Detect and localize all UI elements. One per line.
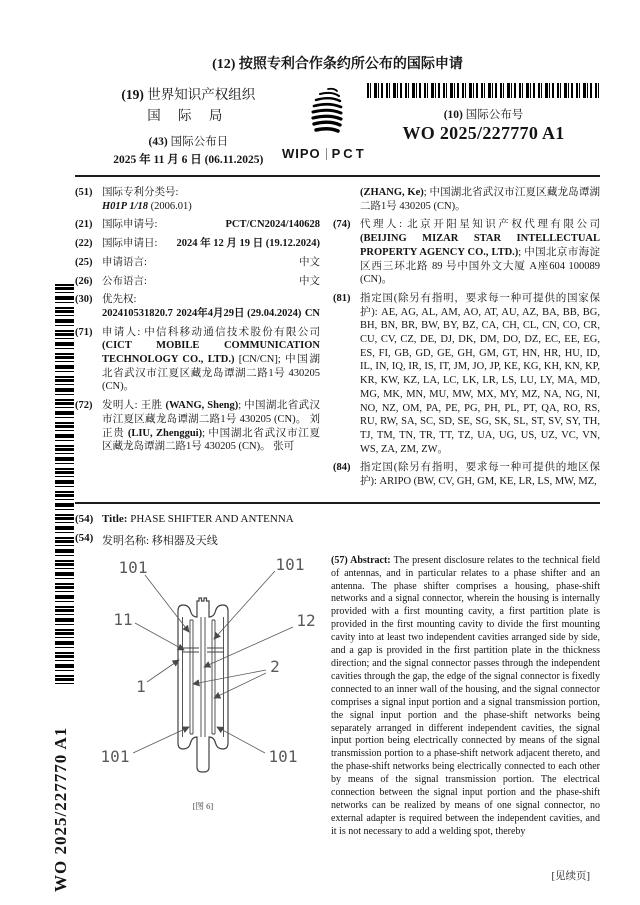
pub-lang-row (102, 275, 320, 289)
tag-84: (84) (333, 462, 351, 474)
ipc-label: 国际专利分类号: (102, 187, 179, 198)
title-divider (75, 502, 600, 504)
bib-left-column (75, 186, 320, 494)
priority-label: 优先权: (102, 294, 137, 306)
pub-lang-value: 中文 (299, 275, 320, 287)
tag-54-en: (54) (75, 512, 94, 525)
designated-states-text: 指定国(除另有指明，要求每一种可提供的国家保护): AE, AG, AL, AM, AO, AT, AU, AZ, BA, BB, BG, BH, BN, BR, BW, BY, BZ, CA, CH, CL, CN, CO, CR, CU, CV, CZ, DE, DJ, DK, DM, DO, DZ, EC, EE, EG, ES, FI, GB, GD, GE, GH, GM, GT, HN, HR, HU, ID, IL, IN, IQ, IR, IS, IT, JM, JO, JP, KE, KG, KH, KN, KP, KR, KW, KZ, LA, LC, LK, LR, LS, LU, LY, MA, MD, MG, MK, MN, MU, MW, MX, MY, MZ, NA, NG, NI, NO, NZ, OM, PA, PE, PG, PH, PL, PT, QA, RO, RS, RU, RW, SA, SC, SD, SE, SG, SK, SL, ST, SV, SY, TH, TJ, TM, TN, TR, TT, TZ, UA, UG, US, UZ, VC, VN, WS, ZA, ZM, ZW。 (360, 292, 600, 455)
document-content (75, 53, 600, 845)
top-barcode (367, 83, 600, 98)
priority-country: CN (304, 307, 320, 319)
wipo-text: WIPO (281, 146, 321, 161)
figure-label-101-top-right: 101 (275, 554, 305, 574)
tag-54-zh: (54) (75, 531, 94, 544)
org-name: 世界知识产权组织 (147, 87, 256, 102)
field-agent (333, 218, 600, 287)
tag-blank (333, 186, 360, 213)
pub-date-label-line (95, 133, 282, 149)
wipo-pct-wordmark (282, 146, 367, 161)
field-priority (75, 293, 320, 320)
figure-label-11: 11 (113, 609, 133, 629)
priority-date: 2024年4月29日 (29.04.2024) (176, 307, 302, 319)
filing-date-value: 2024 年 12 月 19 日 (19.12.2024) (176, 238, 320, 250)
continuation-note: [见续页] (551, 871, 590, 882)
figure-label-101-top-left: 101 (118, 557, 148, 577)
tag-25: (25) (75, 256, 93, 268)
org-bureau: 国 际 局 (147, 108, 230, 123)
tag-43: (43) (148, 136, 168, 148)
tag-74: (74) (333, 219, 351, 231)
title-english-row (75, 513, 600, 525)
figure-label-1: 1 (136, 676, 146, 696)
document-type-line: (12) 按照专利合作条约所公布的国际申请 (212, 57, 463, 72)
priority-number: 202410531820.7 (102, 307, 173, 319)
filing-lang-row (102, 256, 320, 270)
inventors-text: 发明人: 王胜 (WANG, Sheng); 中国湖北省武汉市江夏区藏龙岛谭湖二路1号 430205 (CN)。 刘正贵 (LIU, Zhenggui); 中国湖北省武汉市江夏区藏龙岛谭湖二路1号 430205 (CN)。 张可 (102, 400, 321, 453)
title-chinese-row (75, 532, 600, 548)
pub-no-label-line (367, 106, 600, 122)
agent-text: 代理人: 北京开阳星知识产权代理有限公司 (BEIJING MIZAR STAR INTELLECTUAL PROPERTY AGENCY CO., LTD.); 中国北京市海淀区西三环北路 89 号中国外文大厦 A座604 100089 (CN)。 (360, 219, 600, 286)
field-inventors (75, 399, 320, 454)
field-ipc (75, 186, 320, 213)
header-row (75, 83, 600, 167)
patent-figure (75, 555, 331, 845)
field-publication-language (75, 275, 320, 289)
priority-body (102, 293, 320, 320)
wipo-logo-block (282, 83, 367, 161)
ipc-value: H01P 1/18 (2006.01) (102, 200, 192, 212)
filing-lang-value: 中文 (299, 256, 320, 268)
tag-19: (19) (121, 87, 144, 102)
phase-shifter-drawing (61, 555, 331, 845)
field-designated-regional (333, 461, 600, 488)
tag-26: (26) (75, 275, 93, 287)
inventor-continuation-text: (ZHANG, Ke); 中国湖北省武汉市江夏区藏龙岛谭湖二路1号 430205 (CN)。 (360, 187, 600, 212)
figure-abstract-row (75, 555, 600, 845)
figure-label-101-bottom-left: 101 (100, 746, 130, 766)
tag-30: (30) (75, 294, 93, 306)
tag-51: (51) (75, 187, 93, 198)
app-no-row (102, 218, 320, 232)
field-designated-states (333, 292, 600, 456)
figure-label-12: 12 (296, 610, 316, 630)
tag-22: (22) (75, 238, 93, 250)
tag-81: (81) (333, 292, 351, 304)
org-name-line (95, 83, 282, 103)
issuing-office-block (95, 83, 282, 167)
title-chinese: 发明名称: 移相器及天线 (102, 534, 218, 547)
figure-caption: [图 6] (192, 800, 214, 811)
title-section (75, 513, 600, 548)
logo-divider (326, 148, 327, 160)
pub-no-label: 国际公布号 (465, 109, 524, 121)
sidebar-publication-number: WO 2025/227770 A1 (51, 726, 70, 892)
wipo-swoosh-icon (297, 85, 351, 139)
publication-number-block (367, 83, 600, 144)
publication-number: WO 2025/227770 A1 (402, 123, 565, 143)
filing-date-row (102, 237, 320, 251)
tag-72: (72) (75, 400, 93, 412)
title-english: Title: PHASE SHIFTER AND ANTENNA (102, 512, 294, 525)
header-divider (75, 175, 600, 177)
tag-21: (21) (75, 219, 93, 231)
filing-lang-label: 申请语言: (102, 256, 147, 268)
field-inventor-continuation (333, 186, 600, 213)
app-no-value: PCT/CN2024/140628 (225, 219, 320, 231)
pub-date-label: 国际公布日 (170, 136, 229, 148)
ipc-body (102, 186, 320, 213)
pub-date: 2025 年 11 月 6 日 (06.11.2025) (113, 154, 264, 166)
bibliographic-section (75, 186, 600, 494)
filing-date-label: 国际申请日: (102, 238, 158, 250)
field-application-number (75, 218, 320, 232)
pub-lang-label: 公布语言: (102, 275, 147, 287)
figure-label-101-bottom-right: 101 (268, 746, 298, 766)
bib-right-column (333, 186, 600, 494)
designated-regional-text: 指定国(除另有指明，要求每一种可提供的地区保护): ARIPO (BW, CV, GH, GM, KE, LR, LS, MW, MZ, (360, 462, 600, 488)
abstract-text: (57) Abstract: The present disclosure relates to the technical field of antennas, and in particular relates to a phase shifter and an antenna. The phase shifter comprises a housing, phase-shift networks and a signal connector, wherein the housing is internally provided with a first mounting cavity, a first partition plate is provided in the first mounting cavity to divide the first mounting cavity into at least two independent cavities arranged side by side, and a gap is provided in the first partition plate in the thickness direction; and the signal connector passes through the independent cavities through the gap, the edge of the signal connector is fixedly connected to an inner wall of the housing, and the signal connector comprises a signal input portion and a signal transmission portion, the signal input portion and the phase-shift networks being separately arranged in different independent cavities, the signal input portion being electrically connected by means of the signal transmission portion to a phase-shift network adjacent thereto, and the phase-shift networks being electrically connected to each other by means of the signal transmission portion. The electrical connection between the signal input portion and the phase-shift networks can be realized by means of one signal connector, no external adapter is required between the independent cavities, and it is not necessary to add a welding spot, thereby (331, 554, 600, 837)
pct-text: PCT (331, 146, 367, 161)
tag-71: (71) (75, 326, 93, 338)
field-applicant (75, 326, 320, 395)
field-filing-language (75, 256, 320, 270)
figure-label-2: 2 (270, 656, 280, 676)
priority-value-row (102, 307, 320, 321)
field-filing-date (75, 237, 320, 251)
app-no-label: 国际申请号: (102, 219, 158, 231)
applicant-text: 申请人: 中信科移动通信技术股份有限公司 (CICT MOBILE COMMUNICATION TECHNOLOGY CO., LTD.) [CN/CN]; 中国湖北省武汉市江夏区藏龙岛谭湖二路1号 430205 (CN)。 (102, 326, 320, 393)
tag-10: (10) (443, 109, 463, 121)
